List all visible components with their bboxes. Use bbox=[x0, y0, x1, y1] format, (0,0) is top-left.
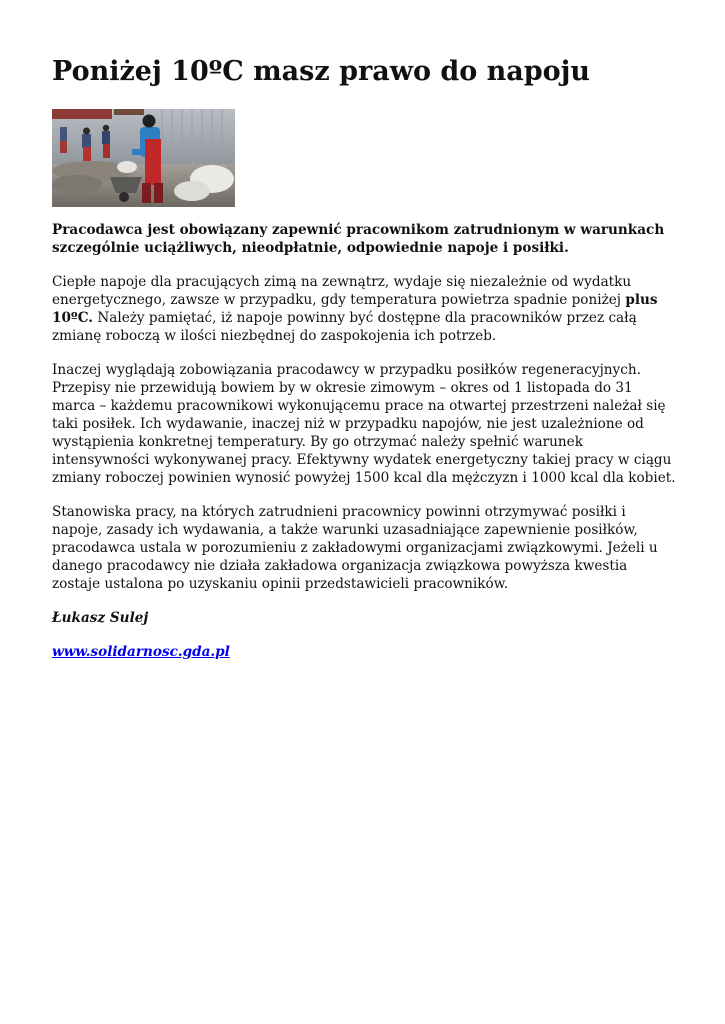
article-photo bbox=[52, 109, 235, 207]
lead-paragraph: Pracodawca jest obowiązany zapewnić pracownikom zatrudnionym w warunkach szczególnie uciążliwych, nieodpłatnie, odpowiednie napoje i posiłki. bbox=[52, 222, 665, 256]
paragraph-drinks-text-end: Należy pamiętać, iż napoje powinny być dostępne dla pracowników przez całą zmianę roboczą w ilości niezbędnej do zaspokojenia ich potrzeb. bbox=[52, 310, 637, 344]
author-name: Łukasz Sulej bbox=[52, 610, 149, 626]
paragraph-drinks bbox=[52, 273, 677, 345]
page-title: Poniżej 10ºC masz prawo do napoju bbox=[52, 56, 591, 87]
temperature-emphasis: plus 10ºC. bbox=[52, 292, 658, 326]
paragraph-drinks-text: Ciepłe napoje dla pracujących zimą na zewnątrz, wydaje się niezależnie od wydatku energetycznego, zawsze w przypadku, gdy temperatura powietrza spadnie poniżej bbox=[52, 274, 632, 308]
paragraph-meals: Inaczej wyglądają zobowiązania pracodawcy w przypadku posiłków regeneracyjnych. Przepisy nie przewidują bowiem by w okresie zimowym – okres od 1 listopada do 31 marca – każdemu pracownikowi wykonującemu prace na otwartej przestrzeni należał się taki posiłek. Ich wydawanie, inaczej niż w przypadku napojów, nie jest uzależnione od wystąpienia konkretnej temperatury. By go otrzymać należy spełnić warunek intensywności wykonywanej pracy. Efektywny wydatek energetyczny takiej pracy w ciągu zmiany roboczej powinien wynosić powyżej 1500 kcal dla mężczyzn i 1000 kcal dla kobiet. bbox=[52, 362, 676, 486]
source-link[interactable]: www.solidarnosc.gda.pl bbox=[52, 644, 230, 660]
article-body bbox=[52, 221, 677, 677]
paragraph-workstations: Stanowiska pracy, na których zatrudnieni pracownicy powinni otrzymywać posiłki i napoje, zasady ich wydawania, a także warunki uzasadniające zapewnienie posiłków, pracodawca ustala w porozumieniu z zakładowymi organizacjami związkowymi. Jeżeli u danego pracodawcy nie działa zakładowa organizacja związkowa powyższa kwestia zostaje ustalona po uzyskaniu opinii przedstawicieli pracowników. bbox=[52, 504, 658, 592]
